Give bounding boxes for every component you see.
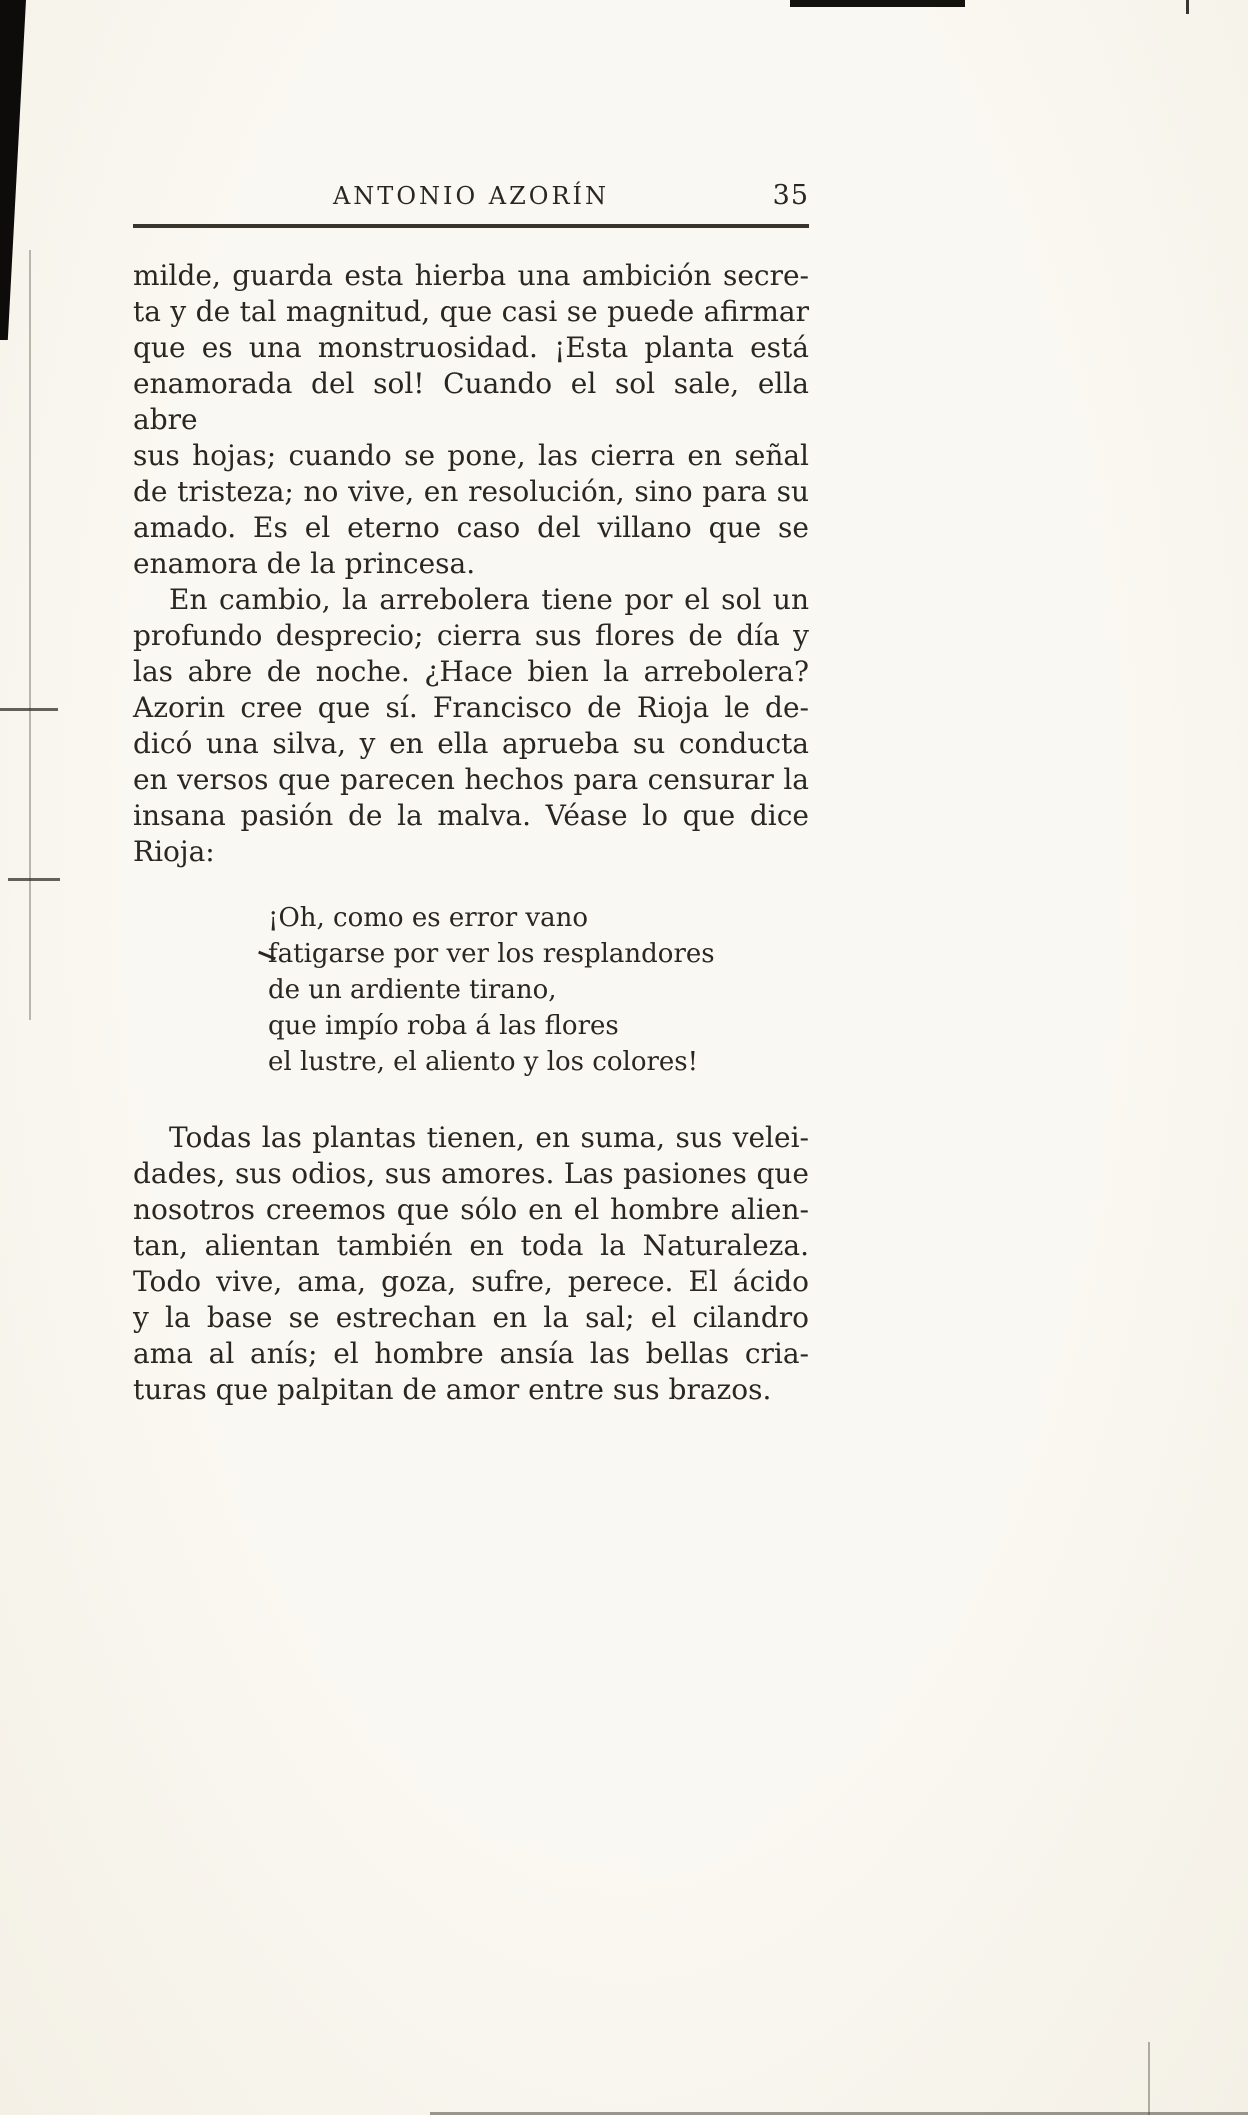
text-line: turas que palpitan de amor entre sus brazos. xyxy=(133,1373,772,1406)
paragraph-1 xyxy=(133,258,809,582)
scan-artifact-top-bar xyxy=(790,0,965,7)
paragraph-3 xyxy=(133,1120,809,1408)
scan-artifact-top-tick xyxy=(1186,0,1189,14)
text-line: amado. Es el eterno caso del villano que se xyxy=(133,511,809,544)
header-rule xyxy=(133,224,809,228)
text-line: de un ardiente tirano, xyxy=(268,975,557,1005)
scan-artifact-binding-wedge xyxy=(0,0,26,340)
text-line: en versos que parecen hechos para censurar la xyxy=(133,763,809,796)
running-title: ANTONIO AZORÍN xyxy=(332,182,610,210)
page-number: 35 xyxy=(772,180,809,211)
page-body xyxy=(133,182,809,1408)
scan-artifact-bottom-right-line xyxy=(1148,2042,1150,2115)
text-line: el lustre, el aliento y los colores! xyxy=(268,1047,699,1077)
text-line: ama al anís; el hombre ansía las bellas cria- xyxy=(133,1337,809,1370)
text-line: que es una monstruosidad. ¡Esta planta está xyxy=(133,331,809,364)
text-line: milde, guarda esta hierba una ambición secre- xyxy=(133,259,809,292)
scan-artifact-margin-dash xyxy=(0,708,58,711)
text-line: Todo vive, ama, goza, sufre, perece. El ácido xyxy=(133,1265,809,1298)
text-line: Todas las plantas tienen, en suma, sus velei- xyxy=(169,1121,809,1154)
text-line: insana pasión de la malva. Véase lo que dice xyxy=(133,799,809,832)
text-line: sus hojas; cuando se pone, las cierra en señal xyxy=(133,439,809,472)
scan-artifact-margin-dash xyxy=(8,878,60,881)
text-line: fatigarse por ver los resplandores xyxy=(268,939,715,969)
page-header xyxy=(133,182,809,216)
text-line: Rioja: xyxy=(133,835,215,868)
scan-artifact-left-line xyxy=(29,250,31,1020)
text-line: las abre de noche. ¿Hace bien la arrebolera? xyxy=(133,655,809,688)
text-line: nosotros creemos que sólo en el hombre alien- xyxy=(133,1193,809,1226)
text-line: dicó una silva, y en ella aprueba su conducta xyxy=(133,727,809,760)
text-line: Azorin cree que sí. Francisco de Rioja le de- xyxy=(133,691,809,724)
text-line: profundo desprecio; cierra sus flores de día y xyxy=(133,619,809,652)
paragraph-2 xyxy=(133,582,809,870)
text-line: En cambio, la arrebolera tiene por el sol un xyxy=(169,583,809,616)
text-line: enamorada del sol! Cuando el sol sale, ella abre xyxy=(133,367,809,436)
text-line: dades, sus odios, sus amores. Las pasiones que xyxy=(133,1157,809,1190)
verse-quote xyxy=(268,900,809,1080)
text-line: tan, alientan también en toda la Naturaleza. xyxy=(133,1229,809,1262)
text-line: enamora de la princesa. xyxy=(133,547,476,580)
text-line: de tristeza; no vive, en resolución, sino para su xyxy=(133,475,809,508)
text-line: que impío roba á las flores xyxy=(268,1011,619,1041)
text-line: ¡Oh, como es error vano xyxy=(268,903,588,933)
text-line: ta y de tal magnitud, que casi se puede afirmar xyxy=(133,295,809,328)
text-line: y la base se estrechan en la sal; el cilandro xyxy=(133,1301,809,1334)
